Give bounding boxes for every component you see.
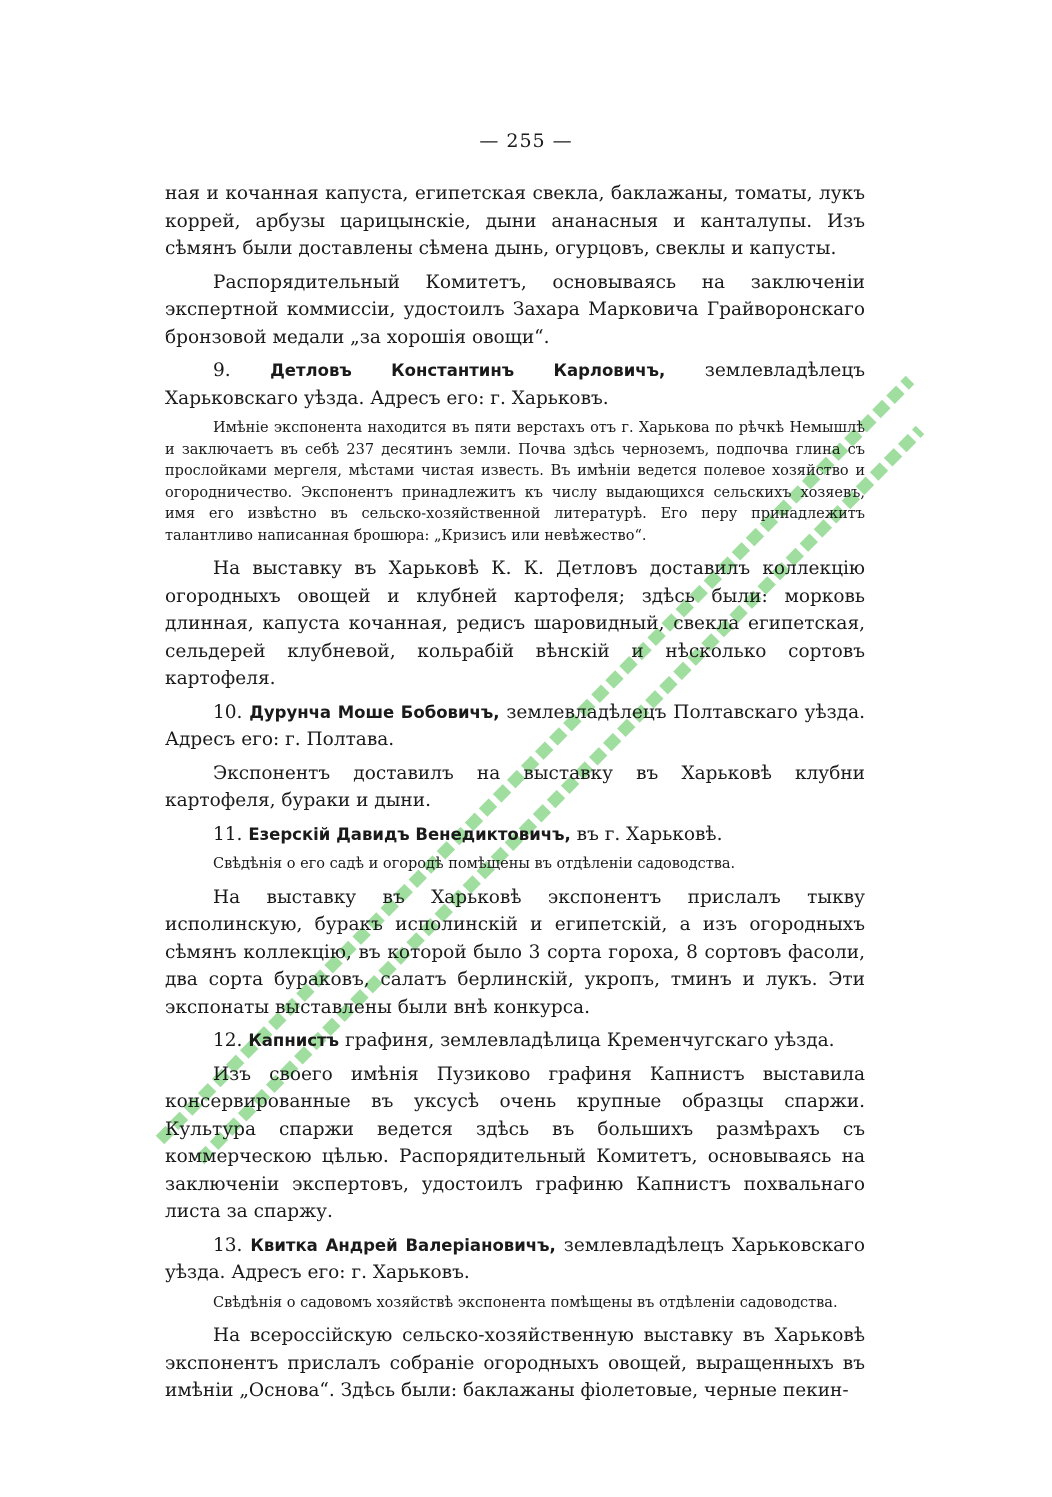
entry-number: 9. bbox=[213, 360, 231, 381]
exhibitor-details: землевладѣлецъ Полтавскаго уѣзда. Адресъ его: г. Полтава. bbox=[165, 701, 865, 750]
exhibitor-details: въ г. Харьковѣ. bbox=[576, 823, 723, 845]
exhibitor-details: землевладѣлецъ Харьковскаго уѣзда. Адресъ его: г. Харьковъ. bbox=[165, 360, 866, 409]
exhibitor-name: Дурунча Моше Бобовичъ, bbox=[249, 702, 500, 722]
paragraph-committee-award: Распорядительный Комитетъ, основываясь на заключеніи экспертной коммиссіи, удостоилъ Захара Марковича Грайворонскаго бронзовой медали „за хорошія овощи“. bbox=[165, 271, 865, 348]
page-body bbox=[165, 180, 865, 1411]
entry-number: 11. bbox=[213, 823, 243, 845]
entry-13-note: Свѣдѣнія о садовомъ хозяйствѣ экспонента помѣщены въ отдѣленіи садоводства. bbox=[213, 1294, 838, 1311]
entry-9-heading bbox=[165, 357, 865, 412]
entry-number: 10. bbox=[213, 701, 243, 723]
entry-9-note: Имѣніе экспонента находится въ пяти верстахъ отъ г. Харькова по рѣчкѣ Немышлѣ и заключаетъ въ себѣ 237 десятинъ земли. Почва здѣсь черноземъ, подпочва глина съ прослойками мергеля, мѣстами чистая известь. Въ имѣніи ведется полевое хозяйство и огородничество. Экспонентъ принадлежитъ къ числу выдающихся сельскихъ хозяевъ, имя его извѣстно въ сельско-хозяйственной литературѣ. Его перу принадлежитъ талантливо написанная брошюра: „Кризисъ или невѣжество“. bbox=[165, 420, 865, 544]
entry-13-paragraph: На всероссійскую сельско-хозяйственную выставку въ Харьковѣ экспонентъ прислалъ собраніе огородныхъ овощей, выращенныхъ въ имѣніи „Основа“. Здѣсь были: баклажаны фіолетовые, черные пекин- bbox=[165, 1325, 865, 1401]
entry-10-heading bbox=[165, 699, 865, 754]
entry-11-heading bbox=[165, 821, 865, 849]
entry-10-paragraph: Экспонентъ доставилъ на выставку въ Харьковѣ клубни картофеля, бураки и дыни. bbox=[165, 762, 865, 811]
entry-12-paragraph: Изъ своего имѣнія Пузиково графиня Капнистъ выставила консервированные въ уксусѣ очень крупные образцы спаржи. Культура спаржи ведется здѣсь въ большихъ размѣрахъ съ коммерческою цѣлью. Распорядительный Комитетъ, основываясь на заключеніи экспертовъ, удостоилъ графиню Капнистъ похвальнаго листа за спаржу. bbox=[165, 1063, 865, 1222]
entry-11-paragraph: На выставку въ Харьковѣ экспонентъ прислалъ тыкву исполинскую, буракъ исполинскій и египетскій, а изъ огородныхъ сѣмянъ коллекцію, въ которой было 3 сорта гороха, 8 сортовъ фасоли, два сорта бураковъ, салатъ берлинскій, укропъ, тминъ и лукъ. Эти экспонаты выставлены были внѣ конкурса. bbox=[165, 886, 865, 1018]
paragraph-continuation: ная и кочанная капуста, египетская свекла, баклажаны, томаты, лукъ коррей, арбузы царицынскіе, дыни ананасныя и канталупы. Изъ сѣмянъ были доставлены сѣмена дынь, огурцовъ, свеклы и капусты. bbox=[165, 183, 865, 259]
exhibitor-name: Езерскій Давидъ Венедиктовичъ, bbox=[248, 824, 571, 844]
exhibitor-details: графиня, землевладѣлица Кременчугскаго уѣзда. bbox=[344, 1030, 835, 1051]
exhibitor-details: землевладѣлецъ Харьковскаго уѣзда. Адресъ его: г. Харьковъ. bbox=[165, 1234, 865, 1283]
exhibitor-name: Квитка Андрей Валеріановичъ, bbox=[250, 1235, 556, 1255]
exhibitor-name: Детловъ Константинъ Карловичъ, bbox=[270, 361, 666, 380]
page-number: — 255 — bbox=[479, 130, 573, 152]
entry-number: 13. bbox=[213, 1234, 243, 1256]
entry-12-heading bbox=[165, 1027, 865, 1055]
exhibitor-name: Капнистъ bbox=[248, 1031, 340, 1050]
entry-number: 12. bbox=[213, 1030, 243, 1051]
entry-13-heading bbox=[165, 1232, 865, 1287]
entry-9-paragraph: На выставку въ Харьковѣ К. К. Детловъ доставилъ коллекцію огородныхъ овощей и клубней картофеля; здѣсь были: морковь длинная, капуста кочанная, редисъ шаровидный, свекла египетская, сельдерей клубневой, кольрабій вѣнскій и нѣсколько сортовъ картофеля. bbox=[165, 558, 865, 689]
entry-11-note: Свѣдѣнія о его садѣ и огородѣ помѣщены въ отдѣленіи садоводства. bbox=[213, 856, 736, 872]
